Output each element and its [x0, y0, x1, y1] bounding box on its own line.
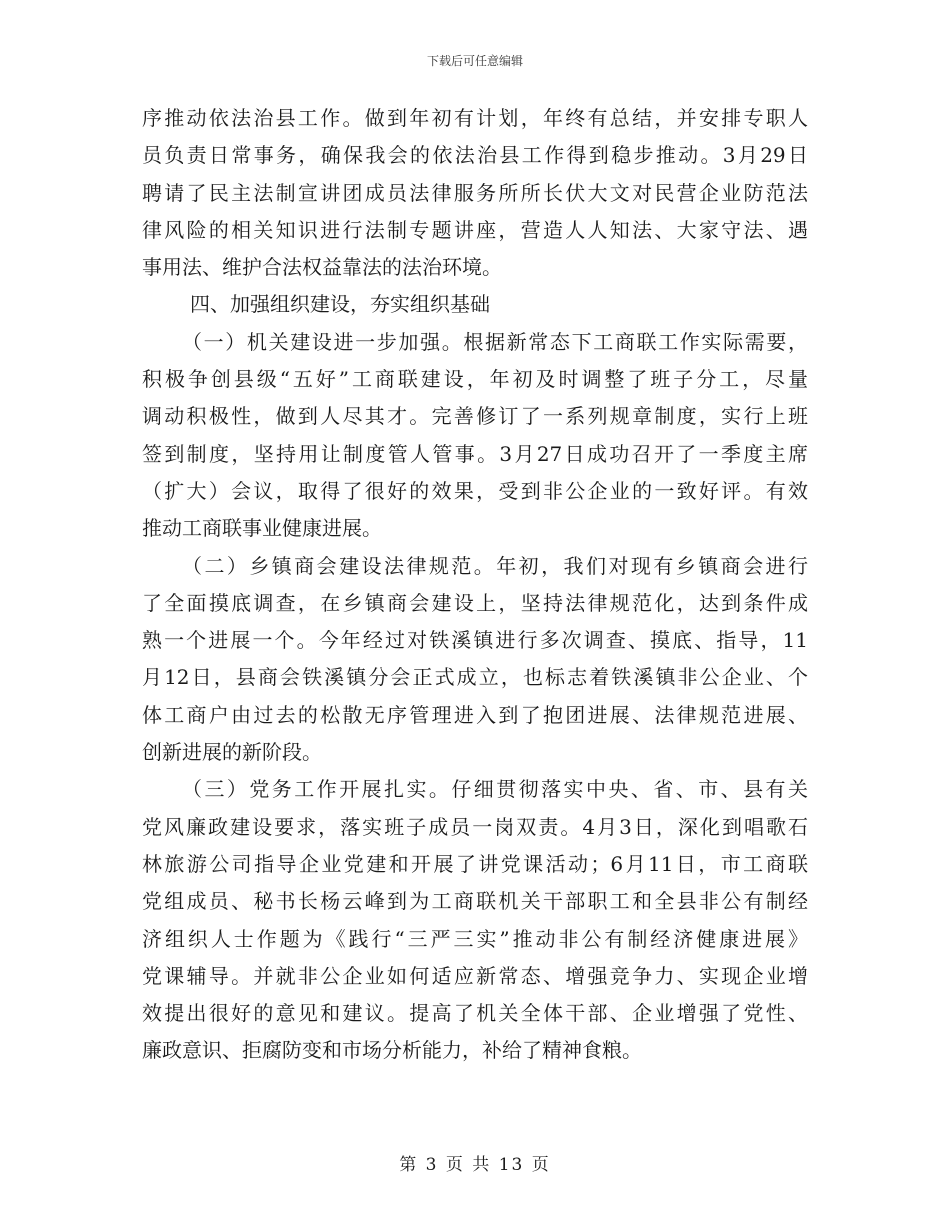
body-line: （一）机关建设进一步加强。根据新常态下工商联工作实际需要，	[182, 329, 808, 354]
body-line: 律风险的相关知识进行法制专题讲座，营造人人知法、大家守法、遇	[142, 217, 808, 242]
body-line: 林旅游公司指导企业党建和开展了讲党课活动；6月11日，市工商联	[142, 851, 808, 876]
body-line: 积极争创县级“五好”工商联建设，年初及时调整了班子分工，尽量	[142, 367, 808, 392]
body-line: 效提出很好的意见和建议。提高了机关全体干部、企业增强了党性、	[142, 1001, 808, 1026]
body-line: 推动工商联事业健康进展。	[142, 516, 382, 541]
body-line: 了全面摸底调查，在乡镇商会建设上，坚持法律规范化，达到条件成	[142, 590, 808, 615]
body-line: 党风廉政建设要求，落实班子成员一岗双责。4月3日，深化到唱歌石	[142, 814, 808, 839]
body-line: 员负责日常事务，确保我会的依法治县工作得到稳步推动。3月29日	[142, 143, 808, 168]
page-header: 下载后可任意编辑	[426, 54, 523, 68]
body-line: 序推动依法治县工作。做到年初有计划，年终有总结，并安排专职人	[142, 106, 808, 130]
document-body	[142, 100, 808, 1070]
body-line: 聘请了民主法制宣讲团成员法律服务所所长伏大文对民营企业防范法	[142, 180, 808, 205]
page-footer: 第 3 页 共 13 页	[399, 1155, 551, 1175]
body-line: 济组织人士作题为《践行“三严三实”推动非公有制经济健康进展》	[142, 926, 808, 951]
body-line: 廉政意识、拒腐防变和市场分析能力，补给了精神食粮。	[142, 1038, 642, 1063]
body-line: （二）乡镇商会建设法律规范。年初，我们对现有乡镇商会进行	[182, 553, 808, 578]
body-line: 创新进展的新阶段。	[142, 740, 322, 765]
body-line: 熟一个进展一个。今年经过对铁溪镇进行多次调查、摸底、指导，11	[142, 628, 808, 653]
body-line: 签到制度，坚持用让制度管人管事。3月27日成功召开了一季度主席	[142, 441, 808, 466]
section-heading: 四、加强组织建设，夯实组织基础	[190, 292, 490, 317]
body-line: 体工商户由过去的松散无序管理进入到了抱团进展、法律规范进展、	[142, 702, 808, 727]
body-line: 事用法、维护合法权益靠法的法治环境。	[142, 255, 502, 280]
body-line: 月12日，县商会铁溪镇分会正式成立，也标志着铁溪镇非公企业、个	[142, 665, 808, 690]
body-line: （三）党务工作开展扎实。仔细贯彻落实中央、省、市、县有关	[182, 777, 808, 802]
body-line: 调动积极性，做到人尽其才。完善修订了一系列规章制度，实行上班	[142, 404, 808, 429]
body-line: 党组成员、秘书长杨云峰到为工商联机关干部职工和全县非公有制经	[142, 889, 808, 914]
body-line: 党课辅导。并就非公企业如何适应新常态、增强竞争力、实现企业增	[142, 963, 808, 988]
body-line: （扩大）会议，取得了很好的效果，受到非公企业的一致好评。有效	[142, 478, 808, 503]
